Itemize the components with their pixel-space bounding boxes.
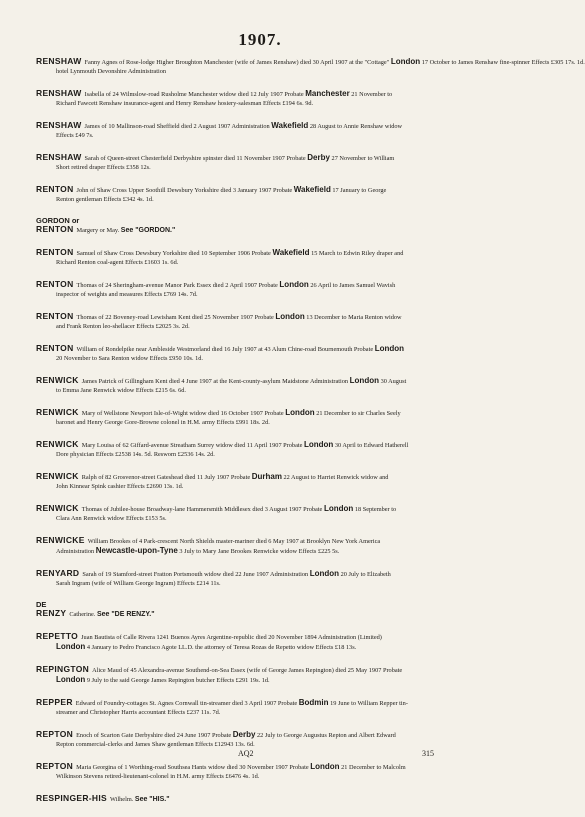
entry-surname: RENTON: [36, 247, 74, 257]
entry-continuation: [36, 514, 496, 523]
entry-first-line: [36, 153, 496, 163]
continuation-text: Administration: [56, 548, 95, 555]
registry-place: London: [309, 569, 340, 578]
entries-list: [36, 56, 585, 817]
entry-continuation: [36, 258, 496, 267]
continuation-text: Richard Renton coal-agent Effects £1603 1s. 6d.: [56, 259, 179, 266]
entry-text: William Brookes of 4 Park-crescent North Shields master-mariner died 6 May 1907 at Brooklyn New York America: [87, 538, 381, 545]
entry-continuation: [36, 131, 496, 140]
continuation-text: streamer and Christopher Harris accountant Effects £237 11s. 7d.: [56, 709, 221, 716]
entry-text: Mary Louisa of 62 Giffard-avenue Streatham Surrey widow died 11 April 1907 Probate: [81, 442, 303, 449]
entry-text: Mary of Wellstone Newport Isle-of-Wight widow died 16 October 1907 Probate: [81, 410, 284, 417]
probate-entry: [36, 344, 496, 363]
entry-text-rest: 26 April to James Samuel Wavish: [310, 282, 396, 289]
entry-text-rest: 21 December to Malcolm: [341, 764, 406, 771]
entry-text: Alice Maud of 45 Alexandra-avenue Southend-on-Sea Essex (wife of George James Repington) died 25 May 1907 Probate: [92, 667, 403, 674]
continuation-text: Effects £49 7s.: [56, 132, 94, 139]
probate-entry: [36, 153, 496, 172]
registry-place: London: [323, 504, 354, 513]
probate-entry: [36, 632, 496, 652]
entry-surname: REPETTO: [36, 631, 79, 641]
entry-text-rest: 13 December to Maria Renton widow: [306, 314, 402, 321]
probate-entry: [36, 665, 496, 685]
entry-text: Ralph of 82 Grosvenor-street Gateshead died 11 July 1907 Probate: [81, 474, 251, 481]
continuation-text: Dore physician Effects £2538 14s. 5d. Resworn £2536 14s. 2d.: [56, 451, 215, 458]
probate-entry: [36, 56, 585, 76]
entry-first-line: [36, 504, 496, 514]
probate-entry: [36, 89, 496, 108]
continuation-text: Short retired draper Effects £358 12s.: [56, 164, 151, 171]
registry-place: Derby: [307, 153, 330, 162]
continuation-text: Repton commercial-clerks and James Shaw gentleman Effects £12943 13s. 6d.: [56, 741, 255, 748]
entry-surname: RENYARD: [36, 568, 80, 578]
entry-first-line: [36, 248, 496, 258]
entry-first-line: [36, 794, 496, 804]
entry-continuation: [36, 482, 496, 491]
probate-entry: [36, 762, 496, 781]
registry-place: Wakefield: [272, 248, 310, 257]
entry-continuation: [36, 354, 496, 363]
entry-surname: RENSHAW: [36, 152, 82, 162]
entry-continuation: [36, 546, 496, 556]
entry-first-line: [36, 632, 496, 642]
page-number: 315: [422, 749, 434, 758]
entry-surname: RENZY: [36, 608, 67, 618]
entry-first-line: [36, 89, 496, 99]
registry-place: Wakefield: [293, 185, 331, 194]
entry-first-line: [36, 312, 496, 322]
entry-surname: RENTON: [36, 184, 74, 194]
entry-text: Sarah of Queen-street Chesterfield Derbyshire spinster died 11 November 1907 Probate: [84, 155, 306, 162]
probate-entry: [36, 440, 496, 459]
entry-text: Sarah of 19 Stamford-street Fratton Portsmouth widow died 22 June 1907 Administration: [82, 571, 309, 578]
entry-text: Thomas of 22 Boveney-road Lewisham Kent died 25 November 1907 Probate: [76, 314, 274, 321]
entry-first-line: [36, 536, 496, 546]
probate-entry: [36, 312, 496, 331]
entry-first-line: [36, 609, 496, 619]
registry-place: London: [374, 344, 405, 353]
probate-entry: [36, 408, 496, 427]
entry-surname: RENTON: [36, 343, 74, 353]
continuation-text: Sarah Ingram (wife of William George Ingram) Effects £214 11s.: [56, 580, 221, 587]
entry-continuation: [36, 163, 496, 172]
registry-place: London: [56, 675, 86, 684]
probate-entry: [36, 536, 496, 556]
page-footer: [0, 749, 520, 763]
registry-place: Wakefield: [271, 121, 309, 130]
continuation-text: to Emma Jane Renwick widow Effects £215 6s. 6d.: [56, 387, 186, 394]
entry-surname: RENTON: [36, 311, 74, 321]
entry-surname: RENWICKE: [36, 535, 85, 545]
cross-reference: See "HIS.": [134, 796, 170, 803]
entry-text-rest: 18 September to: [354, 506, 397, 513]
registry-place: London: [349, 376, 379, 385]
entry-surname: RENSHAW: [36, 120, 82, 130]
entry-text-rest: 30 April to Edward Hatherell: [334, 442, 409, 449]
probate-entry: [36, 601, 496, 619]
registry-place: London: [275, 312, 305, 321]
entry-first-line: [36, 569, 496, 579]
registry-place: London: [310, 762, 340, 771]
entry-text: Thomas of 24 Sheringham-avenue Manor Park Essex died 2 April 1907 Probate: [76, 282, 278, 289]
cross-reference: See "DE RENZY.": [96, 611, 155, 618]
probate-entry: [36, 280, 496, 299]
entry-continuation: [36, 322, 496, 331]
entry-continuation: [36, 675, 496, 685]
surname-prefix: DE: [36, 600, 47, 609]
entry-surname: REPTON: [36, 761, 74, 771]
entry-surname: RENWICK: [36, 375, 79, 385]
entry-text: William of Rondelpike near Ambleside Westmorland died 16 July 1907 at 43 Alum Chine-road Bournemouth Probate: [76, 346, 374, 353]
probate-entry: [36, 248, 496, 267]
entry-surname: RENWICK: [36, 439, 79, 449]
entry-continuation: [36, 418, 496, 427]
entry-text: Thomas of Jubilee-house Broadway-lane Hammersmith Middlesex died 3 August 1907 Probate: [81, 506, 323, 513]
entry-text-rest: 17 October to James Renshaw fine-spinner Effects £305 17s. 1d.: [421, 59, 585, 66]
entry-surname: RENSHAW: [36, 56, 82, 66]
probate-entry: [36, 504, 496, 523]
continuation-text: and Frank Renton leo-shellacer Effects £2025 3s. 2d.: [56, 323, 190, 330]
surname-prefix: GORDON or: [36, 216, 80, 225]
probate-entry: [36, 569, 496, 588]
entry-text-rest: 19 June to William Repper tin-: [330, 700, 408, 707]
registry-place: London: [279, 280, 309, 289]
entry-surname: RENWICK: [36, 471, 79, 481]
continuation-text: 20 November to Sara Renton widow Effects £950 10s. 1d.: [56, 355, 203, 362]
probate-entry: [36, 376, 496, 395]
entry-surname: RENSHAW: [36, 88, 82, 98]
cross-reference: See "GORDON.": [120, 227, 176, 234]
entry-text: Juan Bautista of Calle Rivera 1241 Buenos Ayres Argentine-republic died 20 November 1894 Administration (Limited): [81, 634, 382, 641]
continuation-text: baronet and Henry George Gore-Browne colonel in H.M. army Effects £991 18s. 2d.: [56, 419, 270, 426]
registry-place: London: [56, 642, 86, 651]
entry-surname: REPTON: [36, 729, 74, 739]
entry-text-rest: 15 March to Edwin Riley draper and: [311, 250, 404, 257]
probate-entry: [36, 185, 496, 204]
entry-first-line: [36, 56, 585, 67]
entry-continuation: [36, 740, 496, 749]
entry-first-line: [36, 280, 496, 290]
entry-continuation: [36, 99, 496, 108]
probate-entry: [36, 217, 496, 235]
entry-first-line: [36, 762, 496, 772]
continuation-text: Richard Fawcett Renshaw insurance-agent and Henry Renshaw hosiery-salesman Effects £194 6s. 9d.: [56, 100, 314, 107]
entry-first-line: [36, 185, 496, 195]
entry-text-rest: 20 July to Elizabeth: [340, 571, 391, 578]
registry-place: London: [390, 57, 421, 66]
entry-text: Isabella of 24 Wilmslow-road Rusholme Manchester widow died 12 July 1907 Probate: [84, 91, 304, 98]
entry-text: John of Shaw Cross Upper Soothill Dewsbury Yorkshire died 3 January 1907 Probate: [76, 187, 293, 194]
continuation-rest: 9 July to the said George James Repington butcher Effects £291 19s. 1d.: [86, 677, 270, 684]
entry-first-line: [36, 408, 496, 418]
entry-surname: REPPER: [36, 697, 73, 707]
entry-text: Enoch of Scarton Gate Derbyshire died 24 June 1907 Probate: [76, 732, 232, 739]
registry-place: London: [304, 440, 334, 449]
entry-surname: RENWICK: [36, 503, 79, 513]
entry-text-rest: 30 August: [380, 378, 407, 385]
entry-continuation: [36, 386, 496, 395]
registry-place: London: [285, 408, 315, 417]
entry-text: Fanny Agnes of Rose-lodge Higher Broughton Manchester (wife of James Renshaw) died 30 April 1907 at the "Cottage": [84, 59, 390, 66]
entry-first-line: [36, 225, 496, 235]
entry-continuation: [36, 579, 496, 588]
entry-first-line: [36, 665, 496, 675]
probate-entry: [36, 121, 496, 140]
entry-first-line: [36, 344, 496, 354]
entry-continuation: [36, 67, 496, 76]
entry-text: James of 10 Mallinson-road Sheffield died 2 August 1907 Administration: [84, 123, 270, 130]
entry-continuation: [36, 772, 496, 781]
registry-place: Durham: [251, 472, 282, 481]
entry-text-rest: 22 July to George Augustus Repton and Albert Edward: [257, 732, 396, 739]
entry-surname: RENWICK: [36, 407, 79, 417]
continuation-rest: 4 January to Pedro Francisco Agote LL.D. the attorney of Teresa Rozas de Repetto widow Effects £18 13s.: [86, 644, 357, 651]
entry-text-rest: 22 August to Harriet Renwick widow and: [283, 474, 389, 481]
registry-place: Newcastle-upon-Tyne: [95, 546, 178, 555]
continuation-text: Renton gentleman Effects £342 4s. 1d.: [56, 196, 154, 203]
entry-surname: RENTON: [36, 224, 74, 234]
continuation-text: Clara Ann Renwick widow Effects £153 5s.: [56, 515, 167, 522]
entry-first-line: [36, 121, 496, 131]
entry-text: Maria Georgina of 1 Worthing-road Southsea Hants widow died 30 November 1907 Probate: [76, 764, 309, 771]
registry-place: Manchester: [305, 89, 350, 98]
continuation-text: inspector of weights and measures Effects £769 14s. 7d.: [56, 291, 198, 298]
entry-text: James Patrick of Gillingham Kent died 4 June 1907 at the Kent-county-asylum Maidstone Administration: [81, 378, 349, 385]
entry-text: Margery or May.: [76, 227, 120, 234]
entry-continuation: [36, 642, 496, 652]
entry-first-line: [36, 376, 496, 386]
entry-continuation: [36, 195, 496, 204]
entry-first-line: [36, 472, 496, 482]
entry-text-rest: 27 November to William: [331, 155, 395, 162]
entry-surname: REPINGTON: [36, 664, 90, 674]
entry-surname: RESPINGER-HIS: [36, 793, 107, 803]
page-year-heading: 1907.: [238, 30, 282, 49]
continuation-text: John Kinnear Spink cashier Effects £2690 13s. 1d.: [56, 483, 184, 490]
registry-place: Bodmin: [298, 698, 329, 707]
entry-first-line: [36, 730, 496, 740]
entry-text-rest: 21 December to sir Charles Seely: [316, 410, 401, 417]
entry-text: Catherine.: [69, 611, 96, 618]
entry-first-line: [36, 698, 496, 708]
entry-text: Edward of Foundry-cottages St. Agnes Cornwall tin-streamer died 3 April 1907 Probate: [75, 700, 298, 707]
continuation-rest: 3 July to Mary Jane Brookes Renwicke widow Effects £225 5s.: [179, 548, 340, 555]
entry-text-rest: 28 August to Annie Renshaw widow: [309, 123, 403, 130]
probate-entry: [36, 730, 496, 749]
registry-place: Derby: [232, 730, 256, 739]
entry-first-line: [36, 440, 496, 450]
probate-entry: [36, 472, 496, 491]
entry-text-rest: 21 November to: [351, 91, 393, 98]
probate-entry: [36, 794, 496, 804]
entry-continuation: [36, 450, 496, 459]
continuation-text: Wilkinson Stevens retired-lieutenant-colonel in H.M. army Effects £6476 4s. 1d.: [56, 773, 260, 780]
entry-continuation: [36, 290, 496, 299]
entry-text-rest: 17 January to George: [332, 187, 387, 194]
entry-continuation: [36, 708, 496, 717]
folio-mark: AQ2: [238, 749, 254, 758]
probate-entry: [36, 698, 496, 717]
entry-text: Wilhelm.: [109, 796, 134, 803]
entry-surname: RENTON: [36, 279, 74, 289]
continuation-text: hotel Lynmouth Devonshire Administration: [56, 68, 167, 75]
entry-text: Samuel of Shaw Cross Dewsbury Yorkshire died 10 September 1906 Probate: [76, 250, 271, 257]
